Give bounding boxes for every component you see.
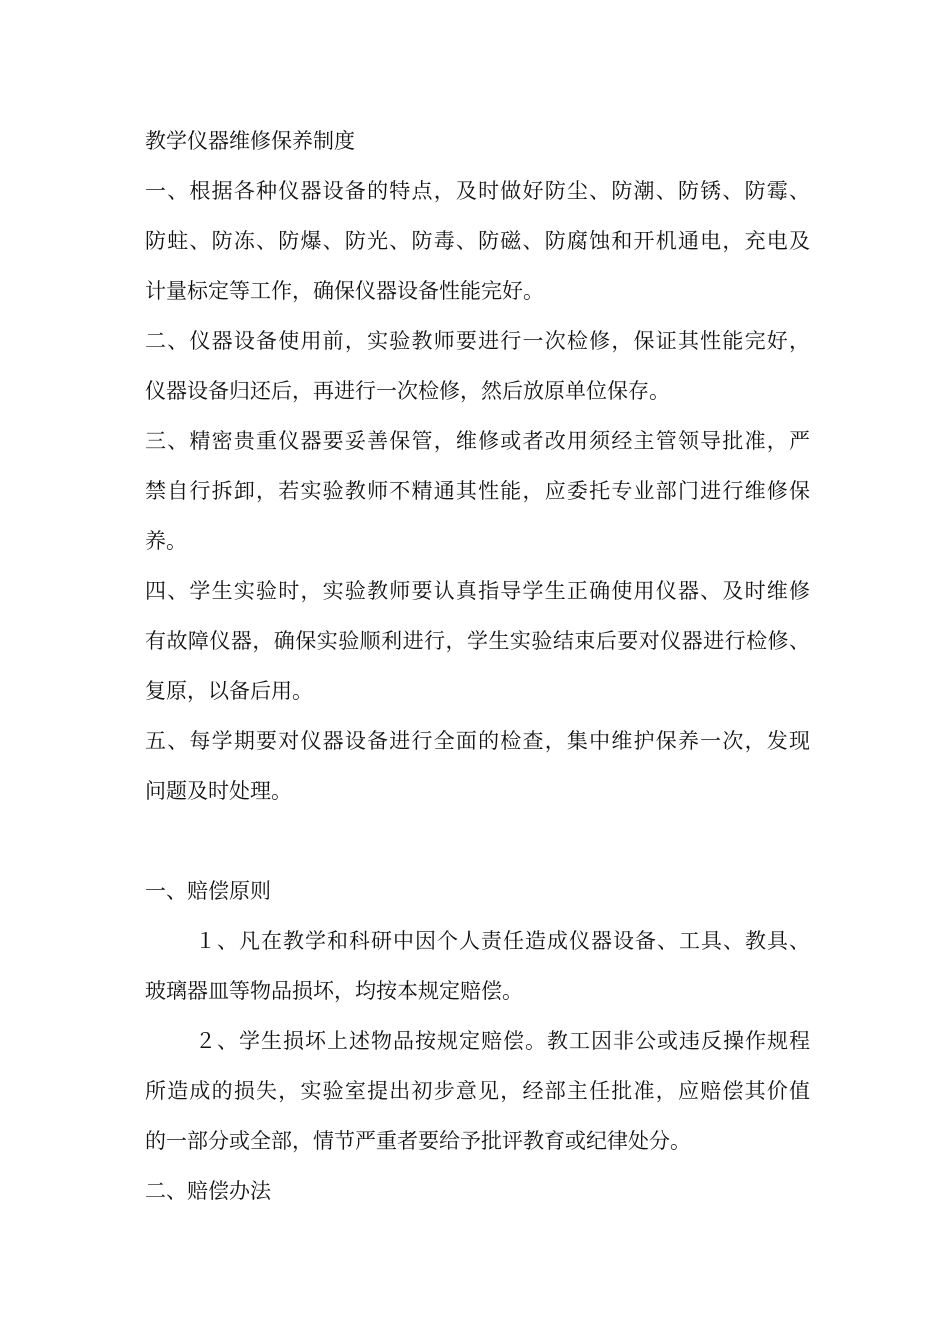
paragraph-line: ２、学生损坏上述物品按规定赔偿。教工因非公或违反操作规程 [195, 1029, 810, 1053]
paragraph-line: 玻璃器皿等物品损坏，均按本规定赔偿。 [145, 979, 523, 1003]
paragraph-line: 有故障仪器，确保实验顺利进行，学生实验结束后要对仪器进行检修、 [145, 629, 810, 653]
paragraph-line: 三、精密贵重仪器要妥善保管，维修或者改用须经主管领导批准，严 [145, 429, 810, 453]
paragraph-line: 养。 [145, 529, 187, 553]
paragraph-line: 复原，以备后用。 [145, 679, 313, 703]
section-gap [145, 816, 810, 866]
paragraph-line: 计量标定等工作，确保仪器设备性能完好。 [145, 279, 544, 303]
paragraph-line: 一、根据各种仪器设备的特点，及时做好防尘、防潮、防锈、防霉、 [145, 179, 810, 203]
paragraph-line: 二、仪器设备使用前，实验教师要进行一次检修，保证其性能完好， [145, 329, 810, 353]
paragraph-line: １、凡在教学和科研中因个人责任造成仪器设备、工具、教具、 [195, 929, 810, 953]
paragraph-line: 防蛀、防冻、防爆、防光、防毒、防磁、防腐蚀和开机通电，充电及 [145, 229, 810, 253]
section-heading: 一、赔偿原则 [145, 879, 271, 903]
section-heading: 二、赔偿办法 [145, 1179, 271, 1203]
document-title: 教学仪器维修保养制度 [145, 129, 355, 153]
paragraph-line: 问题及时处理。 [145, 779, 292, 803]
paragraph-line: 五、每学期要对仪器设备进行全面的检查，集中维护保养一次，发现 [145, 729, 810, 753]
paragraph-line: 四、学生实验时，实验教师要认真指导学生正确使用仪器、及时维修 [145, 579, 810, 603]
paragraph-line: 的一部分或全部，情节严重者要给予批评教育或纪律处分。 [145, 1129, 691, 1153]
paragraph-line: 仪器设备归还后，再进行一次检修，然后放原单位保存。 [145, 379, 670, 403]
paragraph-line: 所造成的损失，实验室提出初步意见，经部主任批准，应赔偿其价值 [145, 1079, 810, 1103]
document-page [145, 116, 810, 1216]
paragraph-line: 禁自行拆卸，若实验教师不精通其性能，应委托专业部门进行维修保 [145, 479, 810, 503]
